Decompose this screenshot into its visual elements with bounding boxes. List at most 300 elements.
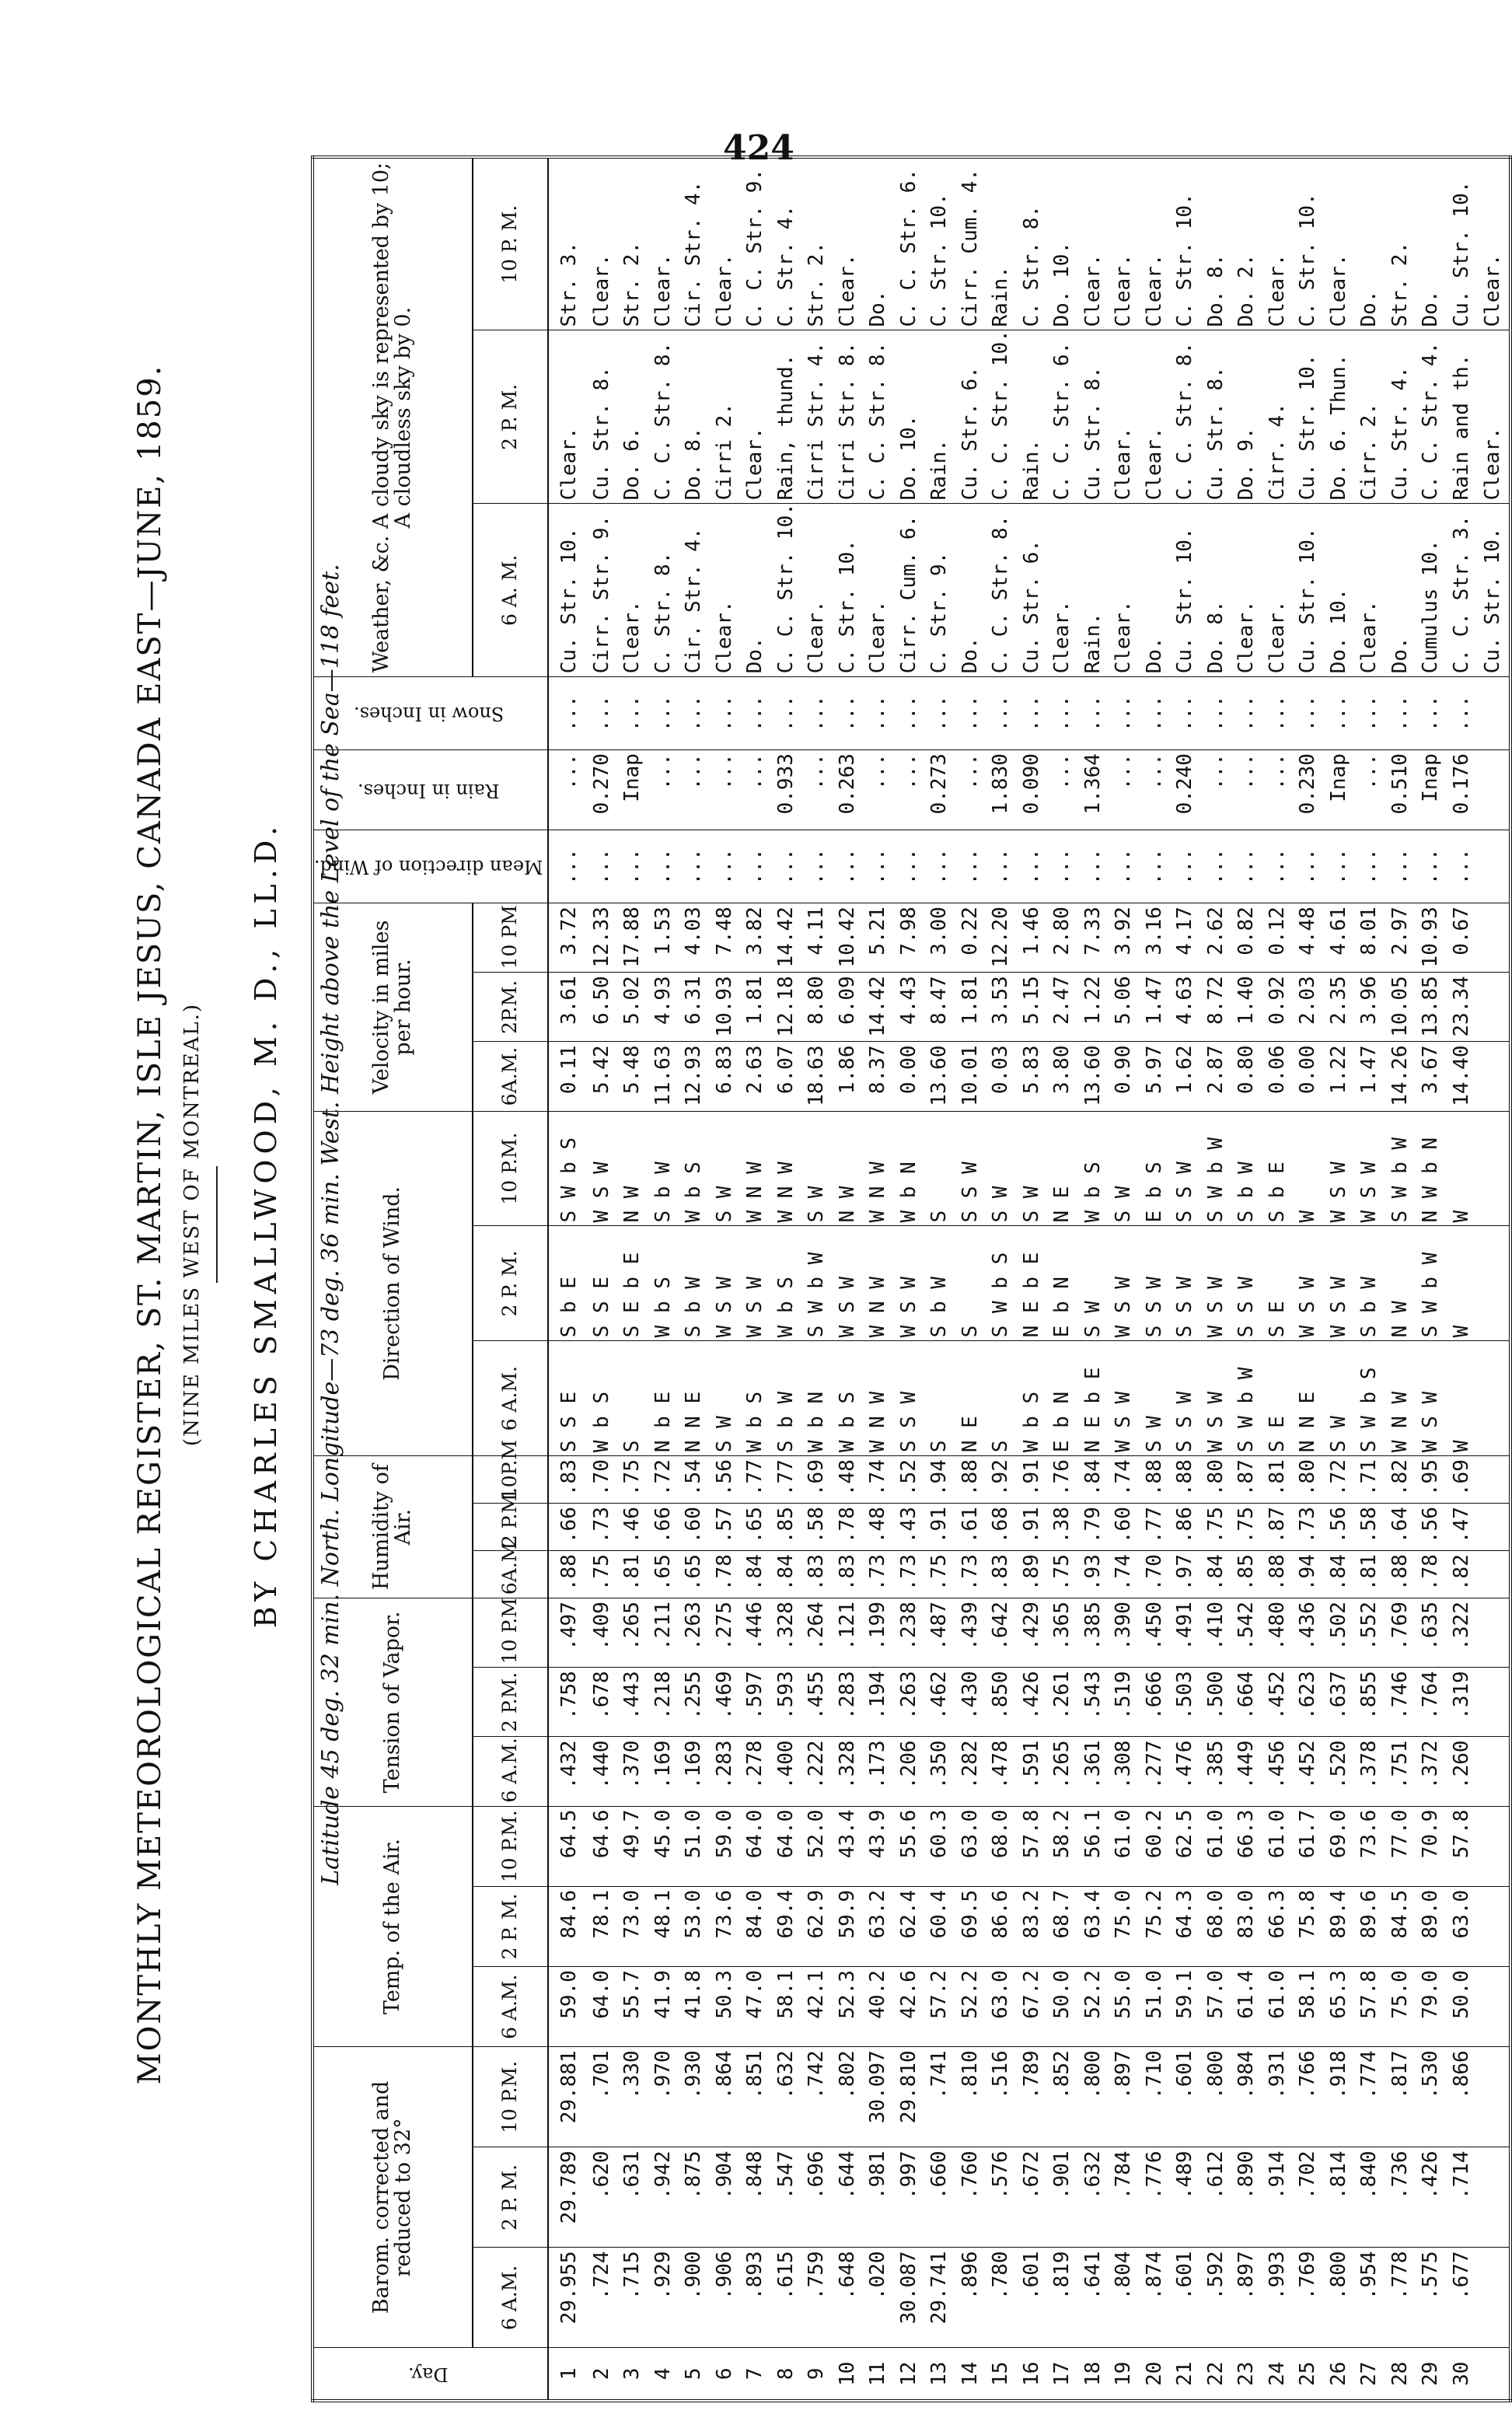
cell-b6: .575 bbox=[1416, 2248, 1447, 2348]
cell-t2: 66.3 bbox=[1262, 1886, 1294, 1966]
cell-h6: .97 bbox=[1170, 1551, 1201, 1598]
cell-s2: 1.40 bbox=[1231, 973, 1262, 1042]
cell-h2: .47 bbox=[1447, 1504, 1478, 1551]
cell-w2: Rain, thund. bbox=[771, 330, 802, 504]
cell-h2: .86 bbox=[1170, 1504, 1201, 1551]
cell-s10: 4.61 bbox=[1324, 903, 1355, 973]
cell-t10: 49.7 bbox=[617, 1806, 648, 1886]
cell-b6: .893 bbox=[740, 2248, 771, 2348]
cell-day: 29 bbox=[1416, 2348, 1447, 2401]
cell-h2: .85 bbox=[771, 1504, 802, 1551]
cell-d2: W S W bbox=[1324, 1226, 1355, 1341]
cell-b2: .547 bbox=[771, 2147, 802, 2248]
cell-b6: .724 bbox=[586, 2248, 617, 2348]
cell-h6: .88 bbox=[1262, 1551, 1294, 1598]
cell-d10: W S W bbox=[1354, 1111, 1385, 1226]
cell-m: ... bbox=[1324, 830, 1355, 903]
cell-m: ... bbox=[1262, 830, 1294, 903]
cell-r: 0.270 bbox=[586, 750, 617, 830]
cell-day: 6 bbox=[709, 2348, 740, 2401]
cell-m: ... bbox=[1201, 830, 1232, 903]
cell-b6: .874 bbox=[1140, 2248, 1171, 2348]
cell-r bbox=[1477, 750, 1510, 830]
cell-v6: .449 bbox=[1231, 1737, 1262, 1806]
cell-d2: S S W bbox=[1170, 1226, 1201, 1341]
cell-v2: .194 bbox=[863, 1668, 894, 1737]
cell-t10: 45.0 bbox=[648, 1806, 679, 1886]
cell-h2: .66 bbox=[548, 1504, 587, 1551]
cell-b6: .900 bbox=[679, 2248, 710, 2348]
cell-w6: Clear. bbox=[617, 504, 648, 677]
cell-s2: 2.47 bbox=[1047, 973, 1078, 1042]
cell-w2: C. C. Str. 4. bbox=[1416, 330, 1447, 504]
cell-v10: .642 bbox=[986, 1598, 1017, 1668]
cell-d6: S b W bbox=[771, 1341, 802, 1456]
cell-sn: ... bbox=[1047, 677, 1078, 750]
cell-b10: .701 bbox=[586, 2047, 617, 2147]
cell-s10: 2.97 bbox=[1385, 903, 1416, 973]
cell-sn: ... bbox=[986, 677, 1017, 750]
cell-b10: .741 bbox=[924, 2047, 955, 2147]
header-row-times bbox=[473, 157, 548, 2401]
cell-t2: 63.4 bbox=[1078, 1886, 1109, 1966]
cell-h10: .69 bbox=[1447, 1456, 1478, 1504]
cell-w6: C. C. Str. 8. bbox=[986, 504, 1017, 677]
cell-h2: .56 bbox=[1324, 1504, 1355, 1551]
cell-h6: .65 bbox=[648, 1551, 679, 1598]
cell-h6: .74 bbox=[1109, 1551, 1140, 1598]
cell-d10: S W b W bbox=[1201, 1111, 1232, 1226]
cell-s2: 5.02 bbox=[617, 973, 648, 1042]
cell-d2: W S W bbox=[740, 1226, 771, 1341]
cell-w2: Do. 6. Thun. bbox=[1324, 330, 1355, 504]
cell-v6: .476 bbox=[1170, 1737, 1201, 1806]
cell-h2: .60 bbox=[679, 1504, 710, 1551]
cell-sn bbox=[1477, 677, 1510, 750]
cell-s2: 0.92 bbox=[1262, 973, 1294, 1042]
cell-w6: Clear. bbox=[1262, 504, 1294, 677]
table-row bbox=[740, 157, 771, 2401]
cell-t10: 64.0 bbox=[771, 1806, 802, 1886]
cell-d6: S bbox=[617, 1341, 648, 1456]
cell-w2: Cirr. 4. bbox=[1262, 330, 1294, 504]
cell-t6: 57.2 bbox=[924, 1967, 955, 2047]
cell-day: 26 bbox=[1324, 2348, 1355, 2401]
cell-day: 14 bbox=[955, 2348, 986, 2401]
cell-h6: .94 bbox=[1293, 1551, 1324, 1598]
cell-w10: Do. bbox=[1354, 157, 1385, 330]
cell-day: 27 bbox=[1354, 2348, 1385, 2401]
cell-day: 25 bbox=[1293, 2348, 1324, 2401]
cell-sn: ... bbox=[548, 677, 587, 750]
cell-w2: Rain. bbox=[1017, 330, 1048, 504]
cell-w6: Do. bbox=[1140, 504, 1171, 677]
cell-t2 bbox=[1477, 1886, 1510, 1966]
cell-d6: W b S bbox=[740, 1341, 771, 1456]
cell-d6: N b E bbox=[648, 1341, 679, 1456]
cell-v6: .278 bbox=[740, 1737, 771, 1806]
cell-w2: Cirri 2. bbox=[709, 330, 740, 504]
cell-v10: .322 bbox=[1447, 1598, 1478, 1668]
cell-d2: N W bbox=[1385, 1226, 1416, 1341]
cell-day: 11 bbox=[863, 2348, 894, 2401]
cell-w6: Clear. bbox=[801, 504, 833, 677]
cell-h10: .88 bbox=[1140, 1456, 1171, 1504]
cell-r: ... bbox=[1231, 750, 1262, 830]
cell-t2: 62.9 bbox=[801, 1886, 833, 1966]
cell-d6: N E b E bbox=[1078, 1341, 1109, 1456]
header-row-groups bbox=[313, 157, 473, 2401]
cell-sn: ... bbox=[679, 677, 710, 750]
table-row bbox=[586, 157, 617, 2401]
cell-w2: Cu. Str. 8. bbox=[1078, 330, 1109, 504]
cell-b2: .760 bbox=[955, 2147, 986, 2248]
cell-t2: 62.4 bbox=[894, 1886, 925, 1966]
cell-v2: .319 bbox=[1447, 1668, 1478, 1737]
cell-b10: .851 bbox=[740, 2047, 771, 2147]
cell-w6: Cumulus 10. bbox=[1416, 504, 1447, 677]
cell-w6: Cirr. Str. 9. bbox=[586, 504, 617, 677]
table-row bbox=[894, 157, 925, 2401]
cell-d10: S S W bbox=[955, 1111, 986, 1226]
cell-s10: 4.03 bbox=[679, 903, 710, 973]
cell-b2: .714 bbox=[1447, 2147, 1478, 2248]
cell-t6: 57.8 bbox=[1354, 1967, 1385, 2047]
cell-d2: S b E bbox=[548, 1226, 587, 1341]
cell-d10: S b W bbox=[648, 1111, 679, 1226]
cell-r: 0.263 bbox=[833, 750, 864, 830]
cell-s2: 13.85 bbox=[1416, 973, 1447, 1042]
cell-s6: 0.11 bbox=[548, 1042, 587, 1111]
cell-b10: .802 bbox=[833, 2047, 864, 2147]
cell-d2: W N W bbox=[863, 1226, 894, 1341]
cell-day: 21 bbox=[1170, 2348, 1201, 2401]
table-row bbox=[548, 157, 587, 2401]
velocity-10pm-header: 10 PM bbox=[473, 903, 548, 973]
cell-w6: C. Str. 8. bbox=[648, 504, 679, 677]
cell-h10: .74 bbox=[1109, 1456, 1140, 1504]
cell-w6: Cu. Str. 6. bbox=[1017, 504, 1048, 677]
cell-r: 0.230 bbox=[1293, 750, 1324, 830]
cell-v2: .666 bbox=[1140, 1668, 1171, 1737]
cell-s6: 5.97 bbox=[1140, 1042, 1171, 1111]
cell-b2: .904 bbox=[709, 2147, 740, 2248]
cell-m: ... bbox=[586, 830, 617, 903]
cell-m: ... bbox=[679, 830, 710, 903]
cell-h6: .93 bbox=[1078, 1551, 1109, 1598]
cell-t10: 60.3 bbox=[924, 1806, 955, 1886]
cell-h10: .56 bbox=[709, 1456, 740, 1504]
cell-s6: 14.26 bbox=[1385, 1042, 1416, 1111]
cell-s2: 8.72 bbox=[1201, 973, 1232, 1042]
cell-d2: N E b E bbox=[1017, 1226, 1048, 1341]
cell-h10: .80 bbox=[1201, 1456, 1232, 1504]
cell-d2: W S W bbox=[833, 1226, 864, 1341]
cell-w10: Clear. bbox=[1477, 157, 1510, 330]
cell-sn: ... bbox=[1017, 677, 1048, 750]
cell-t10: 60.2 bbox=[1140, 1806, 1171, 1886]
cell-d10: W N W bbox=[863, 1111, 894, 1226]
cell-b10: .710 bbox=[1140, 2047, 1171, 2147]
cell-s10: 1.46 bbox=[1017, 903, 1048, 973]
cell-t10: 70.9 bbox=[1416, 1806, 1447, 1886]
cell-s6: 2.87 bbox=[1201, 1042, 1232, 1111]
cell-w10: Clear. bbox=[1262, 157, 1294, 330]
cell-w2: Cu. Str. 4. bbox=[1385, 330, 1416, 504]
cell-d2: W S W bbox=[1201, 1226, 1232, 1341]
cell-h6: .75 bbox=[1047, 1551, 1078, 1598]
temp-6am-header: 6 A.M. bbox=[473, 1967, 548, 2047]
cell-b6: .615 bbox=[771, 2248, 802, 2348]
cell-s2: 1.22 bbox=[1078, 973, 1109, 1042]
cell-h2: .60 bbox=[1109, 1504, 1140, 1551]
cell-r: Inap bbox=[1416, 750, 1447, 830]
cell-t10: 68.0 bbox=[986, 1806, 1017, 1886]
cell-h10: .77 bbox=[740, 1456, 771, 1504]
cell-d10: W S W bbox=[1324, 1111, 1355, 1226]
cell-b10: 29.810 bbox=[894, 2047, 925, 2147]
cell-t6: 64.0 bbox=[586, 1967, 617, 2047]
cell-s10: 7.33 bbox=[1078, 903, 1109, 973]
cell-s10: 8.01 bbox=[1354, 903, 1385, 973]
cell-d10: S S W bbox=[1170, 1111, 1201, 1226]
cell-d10: W b S bbox=[1078, 1111, 1109, 1226]
cell-s2: 10.93 bbox=[709, 973, 740, 1042]
cell-d10: S W bbox=[1109, 1111, 1140, 1226]
cell-h6: .78 bbox=[709, 1551, 740, 1598]
cell-d2: S b W bbox=[924, 1226, 955, 1341]
cell-w6: C. Str. 10. bbox=[833, 504, 864, 677]
cell-day bbox=[1477, 2348, 1510, 2401]
cell-h2: .57 bbox=[709, 1504, 740, 1551]
cell-v10: .275 bbox=[709, 1598, 740, 1668]
cell-w10: Do. bbox=[1416, 157, 1447, 330]
page-number: 424 bbox=[723, 128, 794, 168]
cell-w6: Clear. bbox=[863, 504, 894, 677]
table-row bbox=[986, 157, 1017, 2401]
cell-t10: 43.9 bbox=[863, 1806, 894, 1886]
cell-h2: .73 bbox=[1293, 1504, 1324, 1551]
cell-s10: 10.93 bbox=[1416, 903, 1447, 973]
cell-t6: 61.4 bbox=[1231, 1967, 1262, 2047]
cell-s6: 13.60 bbox=[1078, 1042, 1109, 1111]
table-row bbox=[1109, 157, 1140, 2401]
cell-v2: .426 bbox=[1017, 1668, 1048, 1737]
cell-b10: .984 bbox=[1231, 2047, 1262, 2147]
cell-v2: .455 bbox=[801, 1668, 833, 1737]
cell-v6: .328 bbox=[833, 1737, 864, 1806]
cell-b2: .736 bbox=[1385, 2147, 1416, 2248]
cell-sn: ... bbox=[1231, 677, 1262, 750]
cell-r: 0.090 bbox=[1017, 750, 1048, 830]
cell-v6: .370 bbox=[617, 1737, 648, 1806]
cell-day: 17 bbox=[1047, 2348, 1078, 2401]
cell-v2: .218 bbox=[648, 1668, 679, 1737]
cell-h10: .77 bbox=[771, 1456, 802, 1504]
cell-t2: 75.8 bbox=[1293, 1886, 1324, 1966]
cell-d6: S W bbox=[709, 1341, 740, 1456]
cell-v2: .850 bbox=[986, 1668, 1017, 1737]
cell-s6: 1.22 bbox=[1324, 1042, 1355, 1111]
cell-sn: ... bbox=[1109, 677, 1140, 750]
cell-t10: 77.0 bbox=[1385, 1806, 1416, 1886]
cell-b10: .601 bbox=[1170, 2047, 1201, 2147]
cell-s2: 6.31 bbox=[679, 973, 710, 1042]
cell-m: ... bbox=[648, 830, 679, 903]
cell-r: ... bbox=[548, 750, 587, 830]
cell-s6: 3.80 bbox=[1047, 1042, 1078, 1111]
cell-h2: .46 bbox=[617, 1504, 648, 1551]
cell-b10 bbox=[1477, 2047, 1510, 2147]
cell-s6: 0.80 bbox=[1231, 1042, 1262, 1111]
cell-v2: .283 bbox=[833, 1668, 864, 1737]
table-row bbox=[1447, 157, 1478, 2401]
cell-b6: .592 bbox=[1201, 2248, 1232, 2348]
cell-h2: .73 bbox=[586, 1504, 617, 1551]
cell-h10: .52 bbox=[894, 1456, 925, 1504]
cell-b6: .601 bbox=[1170, 2248, 1201, 2348]
cell-w2: C. C. Str. 8. bbox=[1170, 330, 1201, 504]
cell-b6: .800 bbox=[1324, 2248, 1355, 2348]
cell-v10: .769 bbox=[1385, 1598, 1416, 1668]
weather-2pm-header: 2 P. M. bbox=[473, 330, 548, 504]
cell-w10: Do. bbox=[863, 157, 894, 330]
cell-t6: 42.6 bbox=[894, 1967, 925, 2047]
cell-h6: .73 bbox=[894, 1551, 925, 1598]
cell-t10: 61.0 bbox=[1201, 1806, 1232, 1886]
cell-v6: .169 bbox=[679, 1737, 710, 1806]
cell-d2: S b W bbox=[679, 1226, 710, 1341]
cell-v10: .264 bbox=[801, 1598, 833, 1668]
cell-w6: Cir. Str. 4. bbox=[679, 504, 710, 677]
cell-r: ... bbox=[648, 750, 679, 830]
cell-w2: Cirr. 2. bbox=[1354, 330, 1385, 504]
temperature-header: Temp. of the Air. bbox=[313, 1806, 473, 2047]
cell-v10: .390 bbox=[1109, 1598, 1140, 1668]
cell-s10: 5.21 bbox=[863, 903, 894, 973]
cell-t10: 43.4 bbox=[833, 1806, 864, 1886]
cell-sn: ... bbox=[648, 677, 679, 750]
cell-w6: C. C. Str. 10. bbox=[771, 504, 802, 677]
cell-v2: .462 bbox=[924, 1668, 955, 1737]
cell-h10: .75 bbox=[617, 1456, 648, 1504]
cell-v10: .211 bbox=[648, 1598, 679, 1668]
cell-r: 0.176 bbox=[1447, 750, 1478, 830]
cell-d6: S W bbox=[1324, 1341, 1355, 1456]
table-row bbox=[1416, 157, 1447, 2401]
cell-d6: S W b W bbox=[1231, 1341, 1262, 1456]
cell-s6: 1.86 bbox=[833, 1042, 864, 1111]
cell-w10: Do. 2. bbox=[1231, 157, 1262, 330]
cell-s6: 0.03 bbox=[986, 1042, 1017, 1111]
cell-s10: 3.16 bbox=[1140, 903, 1171, 973]
cell-b6: .778 bbox=[1385, 2248, 1416, 2348]
cell-s6: 18.63 bbox=[801, 1042, 833, 1111]
cell-r: ... bbox=[1047, 750, 1078, 830]
cell-day: 19 bbox=[1109, 2348, 1140, 2401]
humidity-2pm-header: 2 P.M. bbox=[473, 1504, 548, 1551]
table-row bbox=[1017, 157, 1048, 2401]
cell-w10: Clear. bbox=[1078, 157, 1109, 330]
cell-h10: .87 bbox=[1231, 1456, 1262, 1504]
cell-v6: .283 bbox=[709, 1737, 740, 1806]
register-title: MONTHLY METEOROLOGICAL REGISTER, ST. MARTIN, ISLE JESUS, CANADA EAST—JUNE, 1859. bbox=[132, 364, 168, 2085]
cell-day: 4 bbox=[648, 2348, 679, 2401]
cell-w6: Cu. Str. 10. bbox=[548, 504, 587, 677]
cell-d6: W S W bbox=[1201, 1341, 1232, 1456]
cell-b10: .516 bbox=[986, 2047, 1017, 2147]
cell-m: ... bbox=[1078, 830, 1109, 903]
cell-h10: .88 bbox=[955, 1456, 986, 1504]
cell-s2: 2.35 bbox=[1324, 973, 1355, 1042]
cell-w2: Cu. Str. 8. bbox=[1201, 330, 1232, 504]
cell-d10: W b N bbox=[894, 1111, 925, 1226]
cell-h2: .66 bbox=[648, 1504, 679, 1551]
cell-d10: W S W bbox=[586, 1111, 617, 1226]
cell-s10: 3.92 bbox=[1109, 903, 1140, 973]
cell-w6: Do. bbox=[955, 504, 986, 677]
cell-d6: W bbox=[1447, 1341, 1478, 1456]
cell-s6: 13.60 bbox=[924, 1042, 955, 1111]
cell-d6: N N E bbox=[679, 1341, 710, 1456]
cell-d6: W N W bbox=[1385, 1341, 1416, 1456]
cell-v10: .446 bbox=[740, 1598, 771, 1668]
cell-r: ... bbox=[679, 750, 710, 830]
cell-d6: S bbox=[986, 1341, 1017, 1456]
cell-v2: .593 bbox=[771, 1668, 802, 1737]
cell-v2: .623 bbox=[1293, 1668, 1324, 1737]
cell-d10: S W b S bbox=[548, 1111, 587, 1226]
cell-v2: .443 bbox=[617, 1668, 648, 1737]
cell-sn: ... bbox=[1170, 677, 1201, 750]
cell-w10: C. C. Str. 6. bbox=[894, 157, 925, 330]
cell-b2: .814 bbox=[1324, 2147, 1355, 2248]
cell-w10: Cu. Str. 10. bbox=[1447, 157, 1478, 330]
cell-sn: ... bbox=[1140, 677, 1171, 750]
cell-h6: .89 bbox=[1017, 1551, 1048, 1598]
weather-6am-header: 6 A. M. bbox=[473, 504, 548, 677]
tension-header: Tension of Vapor. bbox=[313, 1598, 473, 1806]
cell-m: ... bbox=[863, 830, 894, 903]
table-row bbox=[1201, 157, 1232, 2401]
cell-d10: S b W bbox=[1231, 1111, 1262, 1226]
cell-w2: Clear. bbox=[548, 330, 587, 504]
cell-sn: ... bbox=[1447, 677, 1478, 750]
cell-w6: Cu. Str. 10. bbox=[1170, 504, 1201, 677]
cell-w6: Cu. Str. 10. bbox=[1293, 504, 1324, 677]
cell-s6: 14.40 bbox=[1447, 1042, 1478, 1111]
humidity-10pm-header: 10P.M bbox=[473, 1456, 548, 1504]
cell-day: 20 bbox=[1140, 2348, 1171, 2401]
table-row bbox=[955, 157, 986, 2401]
cell-v6: .372 bbox=[1416, 1737, 1447, 1806]
cell-b10: .852 bbox=[1047, 2047, 1078, 2147]
register-subtitle: (NINE MILES WEST OF MONTREAL.) bbox=[180, 1002, 204, 1447]
weather-header: Weather, &c. A cloudy sky is represented by 10; A cloudless sky by 0. bbox=[313, 157, 473, 677]
cell-w2: Clear. bbox=[1140, 330, 1171, 504]
cell-v6: .478 bbox=[986, 1737, 1017, 1806]
cell-v2: .543 bbox=[1078, 1668, 1109, 1737]
cell-w10: Cirr. Cum. 4. bbox=[955, 157, 986, 330]
cell-sn: ... bbox=[771, 677, 802, 750]
cell-t6: 50.0 bbox=[1047, 1967, 1078, 2047]
cell-m: ... bbox=[924, 830, 955, 903]
cell-v2: .430 bbox=[955, 1668, 986, 1737]
cell-w10: Rain. bbox=[986, 157, 1017, 330]
cell-b10: .810 bbox=[955, 2047, 986, 2147]
cell-s6: 3.67 bbox=[1416, 1042, 1447, 1111]
cell-t6: 41.8 bbox=[679, 1967, 710, 2047]
